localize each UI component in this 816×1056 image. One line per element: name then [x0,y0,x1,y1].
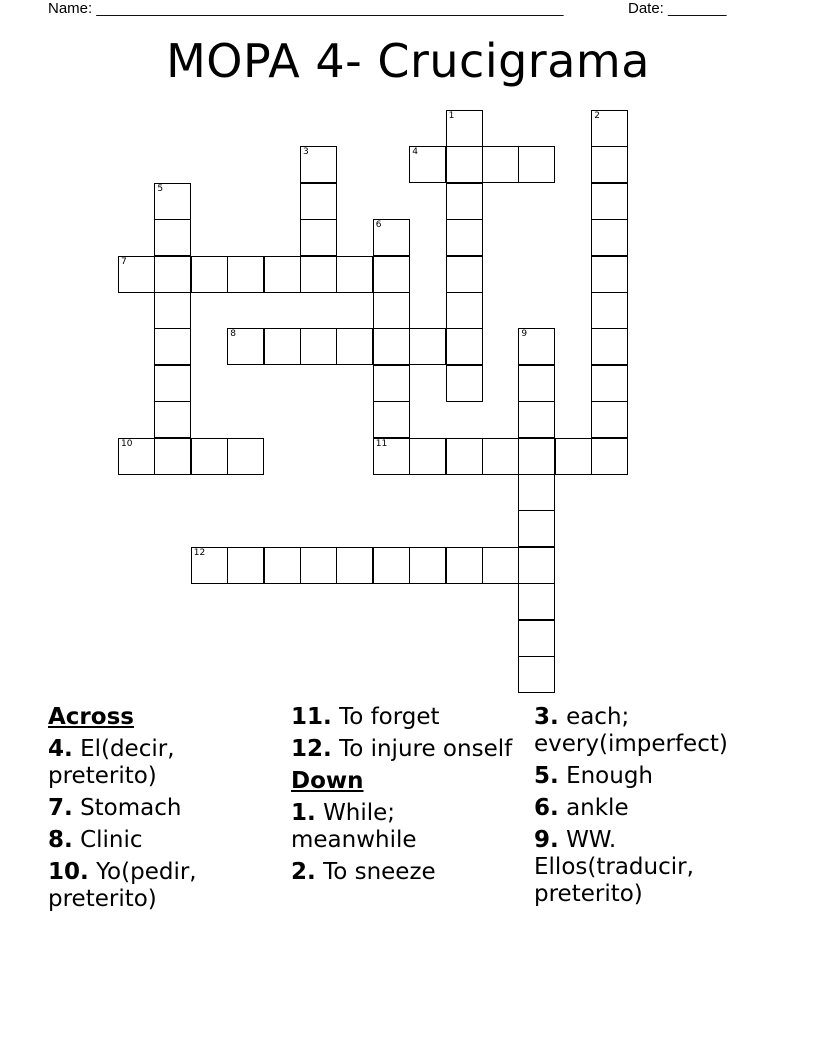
grid-cell[interactable] [373,219,410,256]
grid-cell[interactable] [373,438,410,475]
grid-cell[interactable] [446,328,483,365]
across-heading: Across [48,704,134,730]
clue-column-1 [48,704,278,918]
grid-cell[interactable] [446,110,483,147]
grid-cell[interactable] [518,328,555,365]
grid-cell[interactable] [482,547,519,584]
clue-text: To injure onself [339,736,513,762]
grid-cell[interactable] [409,438,446,475]
across-clue [48,859,278,913]
grid-cell[interactable] [591,328,628,365]
clue-number: 10. [48,859,89,885]
grid-cell[interactable] [264,547,301,584]
clue-text: Enough [566,763,653,789]
across-clue [48,795,278,822]
grid-cell[interactable] [518,474,555,511]
grid-cell[interactable] [191,256,228,293]
grid-cell[interactable] [518,146,555,183]
grid-cell[interactable] [591,401,628,438]
cell-number: 4 [412,147,418,158]
clue-number: 12. [291,736,332,762]
grid-cell[interactable] [227,547,264,584]
grid-cell[interactable] [300,183,337,220]
clue-text: ankle [566,795,629,821]
down-clue [534,763,764,790]
clue-text: each; every(imperfect) [534,704,728,757]
grid-cell[interactable] [591,438,628,475]
grid-cell[interactable] [154,292,191,329]
grid-cell[interactable] [373,292,410,329]
grid-cell[interactable] [118,256,155,293]
grid-cell[interactable] [227,256,264,293]
name-field-label[interactable]: Name: ________________________________________________________ [48,0,564,17]
down-clue [534,704,764,758]
grid-cell[interactable] [591,146,628,183]
grid-cell[interactable] [300,547,337,584]
grid-cell[interactable] [191,438,228,475]
grid-cell[interactable] [154,365,191,402]
clue-text: Stomach [80,795,182,821]
clue-number: 1. [291,800,316,826]
grid-cell[interactable] [518,620,555,657]
clue-text: WW. Ellos(traducir, preterito) [534,827,694,907]
grid-cell[interactable] [518,438,555,475]
grid-cell[interactable] [591,110,628,147]
cell-number: 6 [375,220,382,231]
clues-section [48,704,768,944]
grid-cell[interactable] [482,146,519,183]
clue-text: El(decir, preterito) [48,736,175,789]
grid-cell[interactable] [446,146,483,183]
grid-cell[interactable] [227,438,264,475]
clue-number: 11. [291,704,332,730]
clue-text: Clinic [80,827,143,853]
grid-cell[interactable] [373,328,410,365]
clue-number: 3. [534,704,559,730]
grid-cell[interactable] [227,328,264,365]
grid-cell[interactable] [264,256,301,293]
date-field-label[interactable]: Date: _______ [628,0,727,17]
clue-column-3 [534,704,764,913]
grid-cell[interactable] [409,146,446,183]
grid-cell[interactable] [300,256,337,293]
down-clue [534,795,764,822]
grid-cell[interactable] [336,256,373,293]
clue-column-2 [291,704,521,891]
grid-cell[interactable] [373,547,410,584]
cell-number: 8 [230,329,236,340]
clue-text: While; meanwhile [291,800,417,853]
grid-cell[interactable] [591,365,628,402]
cell-number: 3 [303,147,309,158]
grid-cell[interactable] [446,183,483,220]
grid-cell[interactable] [300,146,337,183]
grid-cell[interactable] [373,401,410,438]
across-clue [48,736,278,790]
grid-cell[interactable] [336,328,373,365]
grid-cell[interactable] [518,510,555,547]
grid-cell[interactable] [446,547,483,584]
clue-number: 7. [48,795,73,821]
grid-cell[interactable] [118,438,155,475]
grid-cell[interactable] [191,547,228,584]
grid-cell[interactable] [555,438,592,475]
grid-cell[interactable] [591,256,628,293]
clue-text: To sneeze [323,859,436,885]
across-clue [48,827,278,854]
clue-text: To forget [339,704,440,730]
grid-cell[interactable] [154,183,191,220]
clue-number: 4. [48,736,73,762]
grid-cell[interactable] [482,438,519,475]
grid-cell[interactable] [154,328,191,365]
clue-number: 5. [534,763,559,789]
grid-cell[interactable] [446,219,483,256]
grid-cell[interactable] [154,401,191,438]
down-clue [534,827,764,908]
down-clue [291,859,521,886]
grid-cell[interactable] [409,328,446,365]
clue-number: 2. [291,859,316,885]
grid-cell[interactable] [409,547,446,584]
down-clue [291,800,521,854]
cell-number: 9 [521,329,528,340]
grid-cell[interactable] [154,438,191,475]
across-clue [291,704,521,731]
clue-number: 6. [534,795,559,821]
cell-number: 12 [193,547,206,558]
grid-cell[interactable] [446,365,483,402]
grid-cell[interactable] [300,219,337,256]
grid-cell[interactable] [518,401,555,438]
grid-cell[interactable] [446,292,483,329]
grid-cell[interactable] [518,656,555,693]
page-title: MOPA 4- Crucigrama [166,34,650,88]
clue-number: 8. [48,827,73,853]
cell-number: 10 [121,438,133,449]
clue-number: 9. [534,827,559,853]
cell-number: 1 [448,111,455,121]
cell-number: 2 [594,111,600,121]
clue-text: Yo(pedir, preterito) [48,859,197,912]
grid-cell[interactable] [518,583,555,620]
grid-cell[interactable] [518,365,555,402]
cell-number: 5 [157,183,164,194]
grid-cell[interactable] [373,365,410,402]
across-clue [291,736,521,763]
grid-cell[interactable] [591,183,628,220]
cell-number: 11 [375,438,388,449]
grid-cell[interactable] [154,256,191,293]
grid-cell[interactable] [446,438,483,475]
grid-cell[interactable] [336,547,373,584]
cell-number: 7 [121,256,127,267]
grid-cell[interactable] [154,219,191,256]
grid-cell[interactable] [300,328,337,365]
grid-cell[interactable] [373,256,410,293]
header [48,0,768,20]
grid-cell[interactable] [264,328,301,365]
grid-cell[interactable] [591,219,628,256]
grid-cell[interactable] [591,292,628,329]
grid-cell[interactable] [518,547,555,584]
down-heading: Down [291,768,364,794]
grid-cell[interactable] [446,256,483,293]
